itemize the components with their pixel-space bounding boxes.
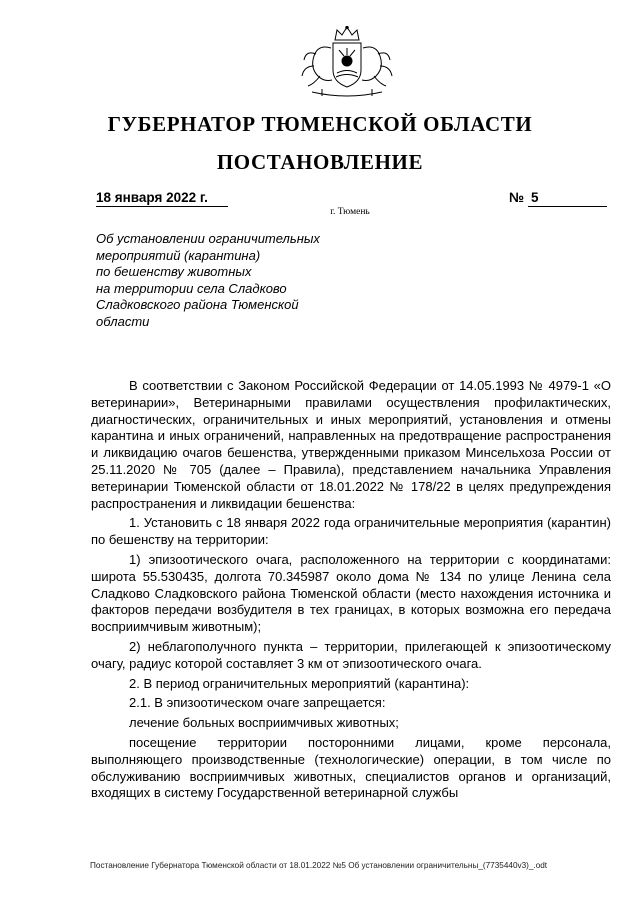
subject-line: Об установлении ограничительных xyxy=(96,231,320,246)
document-body xyxy=(91,378,611,805)
clause-2-1-item: лечение больных восприимчивых животных; xyxy=(129,715,399,731)
subject-line: мероприятий (карантина) xyxy=(96,247,261,263)
document-city: г. Тюмень xyxy=(330,207,370,217)
subject-line: области xyxy=(96,313,150,329)
subject-line: Сладковского района Тюменской xyxy=(96,297,299,313)
clause-1: 1. Установить с 18 января 2022 года ограничительные мероприятия (карантин) по бешенству на территории: xyxy=(91,515,611,548)
document-number: 5 xyxy=(528,190,607,207)
subject-line: на территории села Сладково xyxy=(96,280,287,296)
preamble-paragraph: В соответствии с Законом Российской Федерации от 14.05.1993 № 4979-1 «О ветеринарии», Ветеринарными правилами осуществления профилактических, диагностических, ограничительных и иных мероприятий, установления и отмены карантина и иных ограничений, направленных на предотвращение распространения и ликвидацию очагов бешенства, утвержденными приказом Минсельхоза России от 25.11.2020 № 705 (далее – Правила), представлением начальника Управления ветеринарии Тюменской области от 18.01.2022 № 178/22 в целях предупреждения распространения и ликвидации бешенства: xyxy=(91,378,611,511)
issuer-title: ГУБЕРНАТОР ТЮМЕНСКОЙ ОБЛАСТИ xyxy=(107,112,533,136)
clause-2-1-item: посещение территории посторонними лицами, кроме персонала, выполняющего производственные (технологические) операции, в том числе по обслуживанию восприимчивых животных, специалистов органов и организаций, входящих в систему Государственной ветеринарной службы xyxy=(91,734,611,801)
document-subject xyxy=(96,231,356,331)
number-label: № xyxy=(509,190,525,205)
clause-1-item-1: 1) эпизоотического очага, расположенного на территории с координатами: широта 55.530435, долгота 70.345987 около дома № 134 по улице Ленина села Сладково Сладковского района Тюменской области (место нахождения источника и факторов передачи возбудителя в тех границах, в которых возможна его передача восприимчивым животным); xyxy=(91,551,611,635)
clause-2-1: 2.1. В эпизоотическом очаге запрещается: xyxy=(129,695,386,711)
subject-line: по бешенству животных xyxy=(96,264,252,280)
coat-of-arms-emblem xyxy=(292,26,402,104)
document-type: ПОСТАНОВЛЕНИЕ xyxy=(216,150,424,174)
clause-2: 2. В период ограничительных мероприятий (карантина): xyxy=(129,675,470,691)
clause-1-item-2: 2) неблагополучного пункта – территории, прилегающей к эпизоотическому очагу, радиус которой составляет 3 км от эпизоотического очага. xyxy=(91,638,611,671)
document-date: 18 января 2022 г. xyxy=(96,190,228,207)
page-footer: Постановление Губернатора Тюменской области от 18.01.2022 №5 Об установлении ограничительны_(7735440v3)_.odt xyxy=(90,861,548,870)
